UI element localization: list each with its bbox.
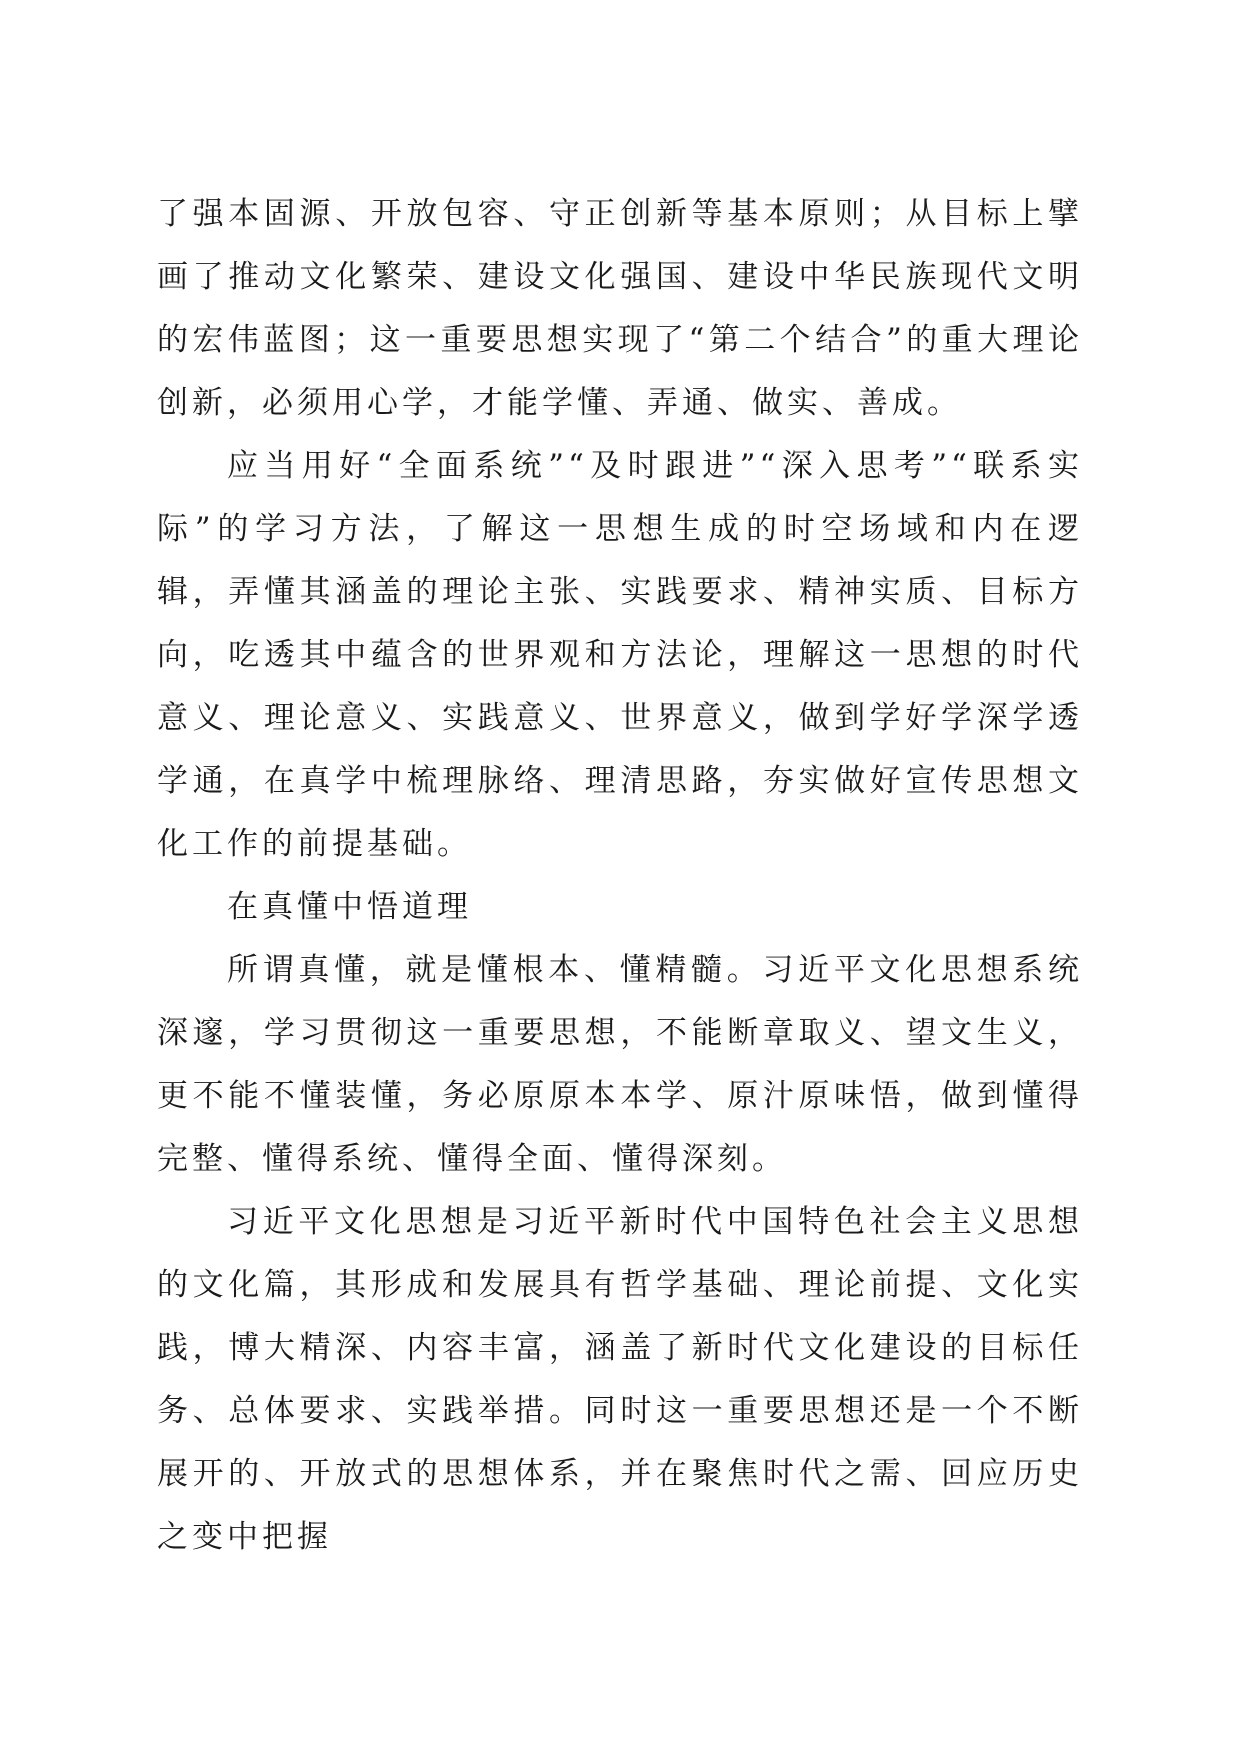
paragraph-culture-thought: 习近平文化思想是习近平新时代中国特色社会主义思想的文化篇，其形成和发展具有哲学基础、理论前提、文化实践，博大精深、内容丰富，涵盖了新时代文化建设的目标任务、总体要求、实践举措。同时这一重要思想还是一个不断展开的、开放式的思想体系，并在聚焦时代之需、回应历史之变中把握 [157,1204,1083,1555]
paragraph-study-methods: 应当用好“全面系统”“及时跟进”“深入思考”“联系实际”的学习方法，了解这一思想生成的时空场域和内在逻辑，弄懂其涵盖的理论主张、实践要求、精神实质、目标方向，吃透其中蕴含的世界观和方法论，理解这一思想的时代意义、理论意义、实践意义、世界意义，做到学好学深学透学通，在真学中梳理脉络、理清思路，夯实做好宣传思想文化工作的前提基础。 [157,448,1083,862]
document-body [157,183,1083,1569]
paragraph-continued: 了强本固源、开放包容、守正创新等基本原则；从目标上擘画了推动文化繁荣、建设文化强国、建设中华民族现代文明的宏伟蓝图；这一重要思想实现了“第二个结合”的重大理论创新，必须用心学，才能学懂、弄通、做实、善成。 [157,196,1083,421]
paragraph-true-understanding: 所谓真懂，就是懂根本、懂精髓。习近平文化思想系统深邃，学习贯彻这一重要思想，不能断章取义、望文生义，更不能不懂装懂，务必原原本本学、原汁原味悟，做到懂得完整、懂得系统、懂得全面、懂得深刻。 [157,952,1083,1177]
section-heading: 在真懂中悟道理 [227,889,472,925]
